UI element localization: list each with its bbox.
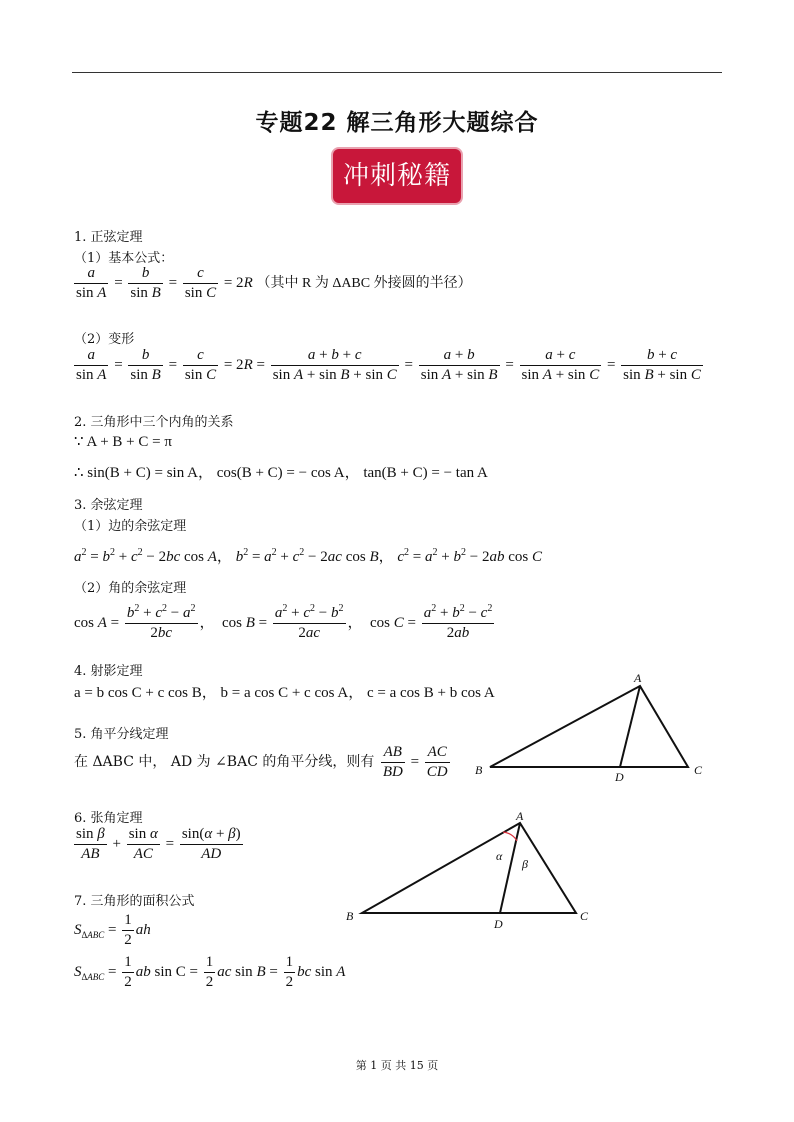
section-1-heading: 1. 正弦定理 bbox=[74, 230, 143, 245]
angle-theorem-formula: $\frac{\text{sin β}}{AB}$ + $\frac{\text{sin α}}{AC}$ = $\frac{\sin(\alpha + \beta)}{AD}$ bbox=[76, 826, 241, 862]
bisector-ad bbox=[620, 686, 640, 767]
label-c: C bbox=[694, 763, 703, 777]
section-3-sub-2: （2）角的余弦定理 bbox=[74, 581, 187, 596]
section-3-sub-1: （1）边的余弦定理 bbox=[74, 519, 187, 534]
section-7-heading: 7. 三角形的面积公式 bbox=[74, 894, 195, 909]
label-c: C bbox=[580, 909, 589, 923]
page-title: 专题22 解三角形大题综合 bbox=[255, 110, 539, 136]
triangle-abc-2 bbox=[362, 823, 576, 913]
stamp-badge: 冲刺秘籍 bbox=[333, 149, 461, 203]
bisector-statement: 在 ΔABC 中， AD 为 ∠BAC 的角平分线，则有 $\frac{AB}{BD}$ = $\frac{AC}{CD}$ bbox=[74, 744, 448, 780]
segment-ad bbox=[500, 823, 520, 913]
area-formula-2: $S_{\Delta ABC}$ = $\frac{1}{2}$ ab sin C = $\frac{1}{2}$ ac sin B = $\frac{1}{2}$ bc sin A bbox=[74, 954, 346, 990]
projection-law-line: a = b cos C + c cos B， b = a cos C + c cos A， c = a cos B + b cos A bbox=[74, 685, 495, 701]
label-a: A bbox=[634, 671, 642, 685]
sine-law-note: （其中 R 为 ΔABC 外接圆的半径） bbox=[256, 275, 472, 291]
triangle-abc bbox=[490, 686, 688, 767]
section-4-heading: 4. 射影定理 bbox=[74, 664, 143, 679]
bisector-text: 在 ΔABC 中， AD 为 ∠BAC 的角平分线，则有 bbox=[74, 753, 375, 770]
section-3-heading: 3. 余弦定理 bbox=[74, 498, 143, 513]
angle-identities-line: ∴ sin(B + C) = sin A， cos(B + C) = − cos A， tan(B + C) = − tan A bbox=[74, 465, 488, 481]
section-5-heading: 5. 角平分线定理 bbox=[74, 727, 169, 742]
cosine-law-angles: cos A = $\frac{b^2 + c^2 - a^2}{2bc}$ ， cos B = $\frac{a^2 + c^2 - b^2}{2ac}$ ， cos C = $\frac{a^2 + b^2 - c^2}{2ab}$ bbox=[74, 603, 493, 641]
angle-figure bbox=[340, 810, 610, 935]
label-d: D bbox=[494, 917, 503, 931]
angle-sum-line: ∵ A + B + C = π bbox=[74, 434, 172, 450]
label-d: D bbox=[615, 770, 624, 784]
label-alpha: α bbox=[496, 849, 503, 863]
label-a: A bbox=[516, 809, 524, 823]
label-b: B bbox=[475, 763, 483, 777]
section-1-sub-2: （2）变形 bbox=[74, 332, 135, 347]
sine-law-formula: $\frac{a}{\text{sin A}}$ = $\frac{b}{\text{sin B}}$ = $\frac{c}{\text{sin C}}$ = 2R （其中 R 为 ΔABC 外接圆的半径） bbox=[76, 265, 472, 301]
label-beta: β bbox=[522, 857, 528, 871]
header-rule bbox=[72, 72, 722, 73]
bisector-figure bbox=[470, 670, 720, 790]
page-footer: 第 1 页 共 15 页 bbox=[355, 1059, 439, 1072]
section-6-heading: 6. 张角定理 bbox=[74, 811, 143, 826]
section-2-heading: 2. 三角形中三个内角的关系 bbox=[74, 415, 234, 430]
area-formula-1: $S_{\Delta ABC}$ = $\frac{1}{2}$ ah bbox=[74, 912, 151, 948]
sine-law-variant: $\frac{a}{\text{sin A}}$ = $\frac{b}{\text{sin B}}$ = $\frac{c}{\text{sin C}}$ = 2R = $\frac{a + b + c}{\text{sin A + sin B + sin C}}$ = $\frac{a + b}{\text{sin A + sin B}}$ = $\frac{a + c}{\text{sin A + sin C}}$ = $\frac{b + c}{\text{sin B + sin C}}$ bbox=[76, 347, 701, 383]
label-b: B bbox=[346, 909, 354, 923]
section-1-sub-1: （1）基本公式： bbox=[74, 251, 174, 266]
angle-arc bbox=[503, 832, 517, 841]
cosine-law-sides: $a^2 = b^2 + c^2 - 2bc$ cos A， $b^2 = a^2 + c^2 - 2ac$ cos B， $c^2 = a^2 + b^2 - 2ab$ cos C bbox=[74, 547, 542, 565]
